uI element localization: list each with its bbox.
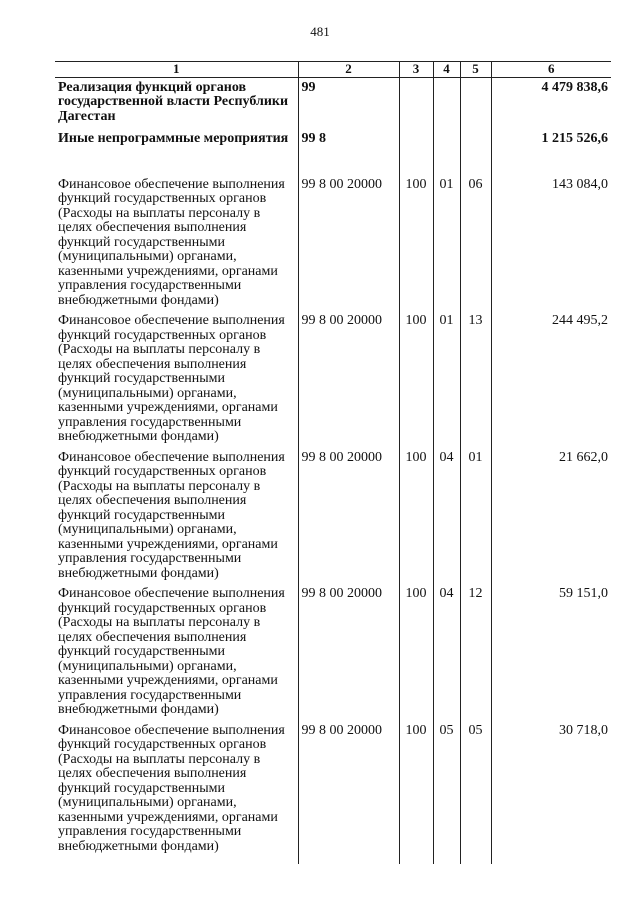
- row-name: Реализация функций органов государственной власти Республики Дагестан: [58, 79, 289, 124]
- row-subsection: 13: [460, 308, 491, 445]
- row-subsection: [460, 77, 491, 127]
- row-name: Финансовое обеспечение выполнения функций государственных органов (Расходы на выплаты персоналу в целях обеспечения выполнения функций государственными (муниципальными) органами, казенными учреждениями, органами управления государственными внебюджетными фондами): [58, 176, 285, 308]
- table-row: [55, 718, 611, 864]
- table-row: [55, 172, 611, 309]
- row-code: 99: [298, 77, 399, 127]
- table-row: [55, 581, 611, 718]
- row-section: 01: [433, 172, 460, 309]
- budget-table: [55, 61, 611, 864]
- header-col-4: 4: [433, 62, 460, 78]
- row-name: Иные непрограммные мероприятия: [58, 130, 289, 146]
- table-row: [55, 445, 611, 582]
- row-subsection: 06: [460, 172, 491, 309]
- header-col-5: 5: [460, 62, 491, 78]
- page-number: 481: [310, 24, 330, 39]
- row-section: 05: [433, 718, 460, 864]
- table-row: [55, 77, 611, 127]
- row-amount: 21 662,0: [491, 445, 611, 582]
- row-expense-type: 100: [399, 445, 433, 582]
- row-amount: 1 215 526,6: [491, 127, 611, 172]
- row-subsection: [460, 127, 491, 172]
- row-subsection: 01: [460, 445, 491, 582]
- row-amount: 30 718,0: [491, 718, 611, 864]
- row-code: 99 8 00 20000: [298, 581, 399, 718]
- row-subsection: 05: [460, 718, 491, 864]
- header-col-2: 2: [298, 62, 399, 78]
- row-subsection: 12: [460, 581, 491, 718]
- row-amount: 143 084,0: [491, 172, 611, 309]
- row-expense-type: 100: [399, 581, 433, 718]
- row-section: 04: [433, 445, 460, 582]
- row-code: 99 8 00 20000: [298, 172, 399, 309]
- row-amount: 4 479 838,6: [491, 77, 611, 127]
- row-section: [433, 77, 460, 127]
- row-expense-type: [399, 127, 433, 172]
- row-name: Финансовое обеспечение выполнения функций государственных органов (Расходы на выплаты персоналу в целях обеспечения выполнения функций государственными (муниципальными) органами, казенными учреждениями, органами управления государственными внебюджетными фондами): [58, 722, 285, 854]
- row-code: 99 8 00 20000: [298, 445, 399, 582]
- row-code: 99 8 00 20000: [298, 718, 399, 864]
- header-col-3: 3: [399, 62, 433, 78]
- row-expense-type: [399, 77, 433, 127]
- row-name: Финансовое обеспечение выполнения функций государственных органов (Расходы на выплаты персоналу в целях обеспечения выполнения функций государственными (муниципальными) органами, казенными учреждениями, органами управления государственными внебюджетными фондами): [58, 449, 285, 581]
- table-row: [55, 127, 611, 172]
- row-amount: 244 495,2: [491, 308, 611, 445]
- header-col-6: 6: [491, 62, 611, 78]
- row-expense-type: 100: [399, 172, 433, 309]
- row-code: 99 8 00 20000: [298, 308, 399, 445]
- row-name: Финансовое обеспечение выполнения функций государственных органов (Расходы на выплаты персоналу в целях обеспечения выполнения функций государственными (муниципальными) органами, казенными учреждениями, органами управления государственными внебюджетными фондами): [58, 313, 285, 444]
- row-expense-type: 100: [399, 718, 433, 864]
- row-section: 04: [433, 581, 460, 718]
- table-header-row: [55, 62, 611, 78]
- row-code: 99 8: [298, 127, 399, 172]
- row-section: [433, 127, 460, 172]
- row-amount: 59 151,0: [491, 581, 611, 718]
- table-row: [55, 308, 611, 445]
- row-expense-type: 100: [399, 308, 433, 445]
- row-section: 01: [433, 308, 460, 445]
- row-name: Финансовое обеспечение выполнения функций государственных органов (Расходы на выплаты персоналу в целях обеспечения выполнения функций государственными (муниципальными) органами, казенными учреждениями, органами управления государственными внебюджетными фондами): [58, 586, 285, 717]
- header-col-1: 1: [55, 62, 298, 78]
